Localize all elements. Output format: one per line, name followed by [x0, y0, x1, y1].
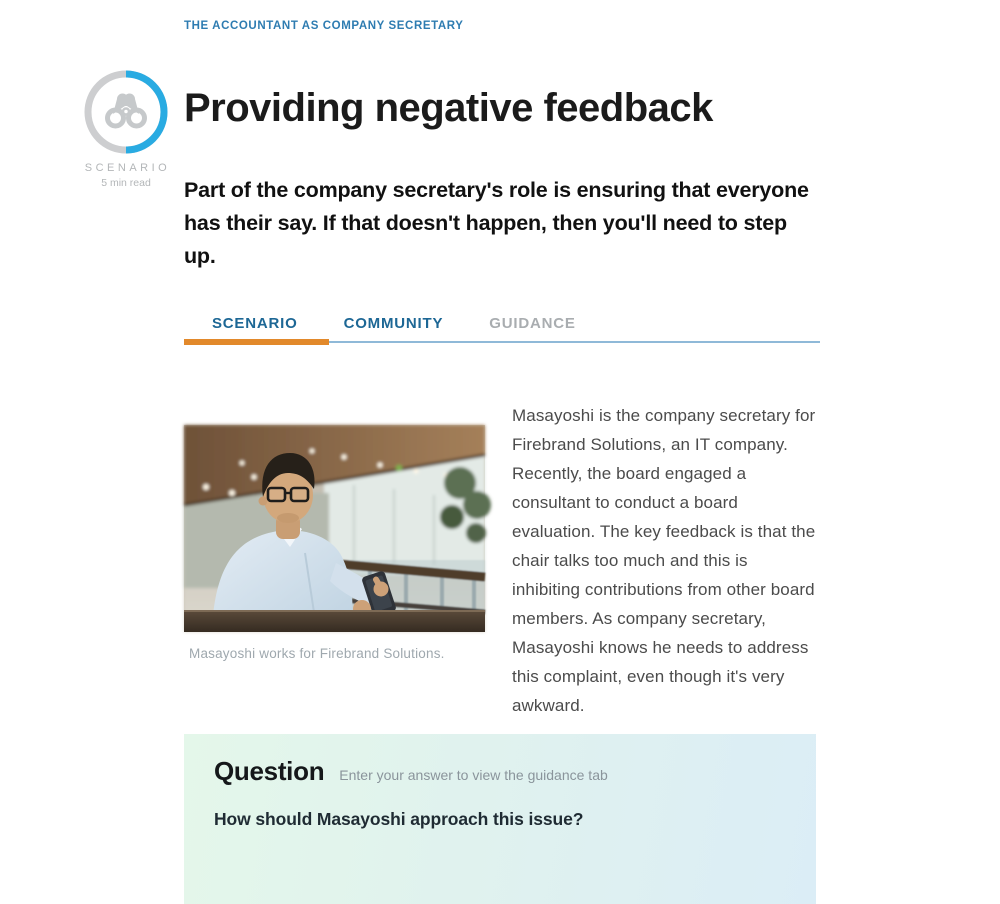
question-heading: Question — [214, 756, 325, 786]
question-prompt: How should Masayoshi approach this issue? — [214, 809, 584, 829]
tab-bar — [184, 315, 820, 343]
tab-scenario[interactable]: SCENARIO — [212, 315, 298, 332]
figure-column — [184, 401, 485, 720]
lesson-type-label: SCENARIO — [84, 162, 171, 174]
lesson-type-badge — [76, 70, 176, 189]
tab-community[interactable]: COMMUNITY — [343, 315, 444, 332]
active-tab-indicator — [184, 339, 329, 345]
progress-ring — [84, 70, 168, 154]
masayoshi-photo-illustration — [184, 425, 485, 632]
scenario-photo — [184, 425, 485, 632]
read-time: 5 min read — [101, 177, 151, 189]
scenario-section — [184, 401, 820, 720]
tab-guidance[interactable]: GUIDANCE — [489, 315, 576, 332]
question-hint: Enter your answer to view the guidance tab — [339, 767, 608, 783]
scenario-body-text: Masayoshi is the company secretary for Firebrand Solutions, an IT company. Recently, the board engaged a consultant to conduct a board evaluation. The key feedback is that the chair talks too much and this is inhibiting contributions from other board members. As company secretary, Masayoshi knows he needs to address this complaint, even though it's very awkward. — [512, 406, 816, 715]
main-content — [184, 84, 820, 904]
page-title: Providing negative feedback — [184, 86, 713, 130]
binoculars-icon — [84, 70, 168, 154]
page-subtitle: Part of the company secretary's role is ensuring that everyone has their say. If that doesn't happen, then you'll need to step up. — [184, 178, 809, 268]
question-panel — [184, 734, 816, 904]
breadcrumb[interactable]: THE ACCOUNTANT AS COMPANY SECRETARY — [184, 20, 464, 32]
photo-caption: Masayoshi works for Firebrand Solutions. — [189, 646, 445, 661]
